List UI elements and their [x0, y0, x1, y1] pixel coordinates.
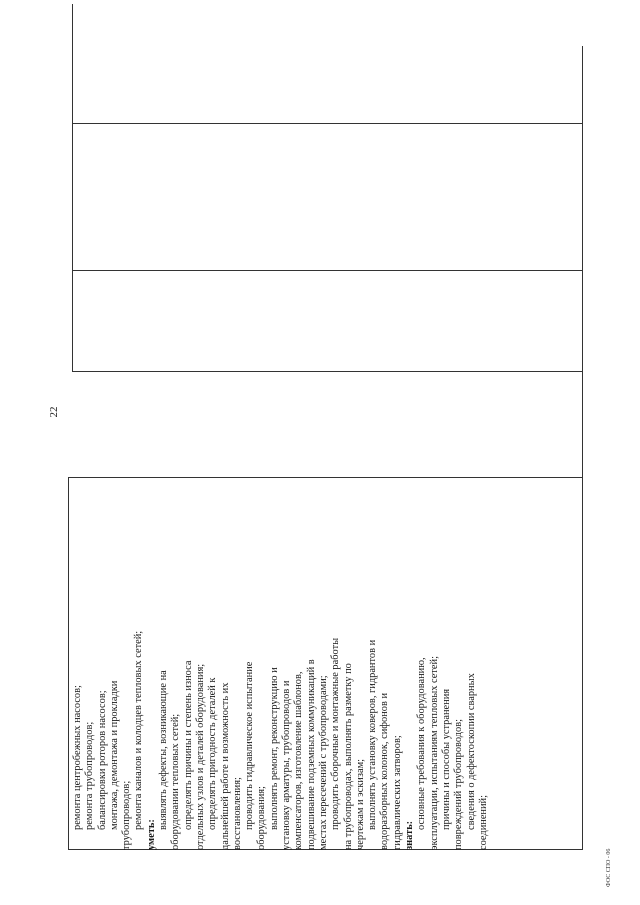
text-line: местах пересечений с трубопроводами; — [317, 675, 329, 850]
column-divider-4 — [72, 123, 582, 124]
text-line: соединений; — [477, 795, 489, 850]
text-line: балансировки роторов насосов; — [96, 690, 108, 830]
text-line: чертежам и эскизам; — [354, 758, 366, 850]
text-line: сведения о дефектоскопии сварных — [465, 673, 477, 830]
text-line: ремонта трубопроводов; — [84, 721, 96, 830]
table-top-border-right — [72, 4, 73, 372]
column-divider-1 — [68, 477, 582, 478]
text-line: определять пригодность деталей к — [207, 677, 219, 830]
text-line: эксплуатации, испытаниям тепловых сетей; — [428, 656, 440, 850]
text-line: проводить сборочные и монтажные работы — [330, 637, 342, 830]
text-line: отдельных узлов и деталей оборудования; — [194, 663, 206, 850]
text-line: повреждений трубопроводов; — [453, 718, 465, 850]
text-line: водоразборных колонок, сифонов и — [379, 692, 391, 850]
table-top-border — [68, 478, 69, 850]
text-line: восстановления; — [231, 777, 243, 850]
text-line: оборудования; — [256, 786, 268, 850]
text-line: выявлять дефекты, возникающие на — [158, 670, 170, 830]
column-divider-2 — [72, 371, 582, 372]
text-line: установку арматуры, трубопроводов и — [281, 680, 293, 850]
text-line: причины и способы устранения — [440, 688, 452, 830]
text-line: на трубопроводах, выполнять разметку по — [342, 663, 354, 850]
text-line: трубопроводов; — [121, 780, 133, 850]
text-line: выполнять установку коверов, гидрантов и — [367, 639, 379, 830]
section-heading: знать: — [404, 820, 416, 850]
text-line: проводить гидравлическое испытание — [244, 661, 256, 830]
column-divider-3 — [72, 270, 582, 271]
table-bottom-border — [582, 46, 583, 850]
text-line: дальнейшей работе и возможность их — [219, 682, 231, 850]
text-line: компенсаторов, изготовление шаблонов, — [293, 671, 305, 850]
text-line: ремонта каналов и колодцев тепловых сетей; — [133, 630, 145, 830]
text-line: гидравлических затворов; — [391, 735, 403, 850]
text-line: оборудовании тепловых сетей; — [170, 713, 182, 850]
text-line: выполнять ремонт, реконструкцию и — [268, 667, 280, 830]
footer-code: ФОС СПО - 06 — [606, 848, 612, 887]
text-line: основные требования к оборудованию, — [416, 657, 428, 830]
text-line: определять причины и степень износа — [182, 660, 194, 830]
section-heading: уметь: — [145, 819, 157, 850]
page-number: 22 — [48, 406, 60, 418]
skills-knowledge-cell — [72, 482, 490, 850]
text-line: монтажа, демонтажа и прокладки — [108, 680, 120, 830]
text-line: ремонта центробежных насосов; — [72, 685, 83, 830]
text-line: подвешивание подземных коммуникаций в — [305, 659, 317, 850]
